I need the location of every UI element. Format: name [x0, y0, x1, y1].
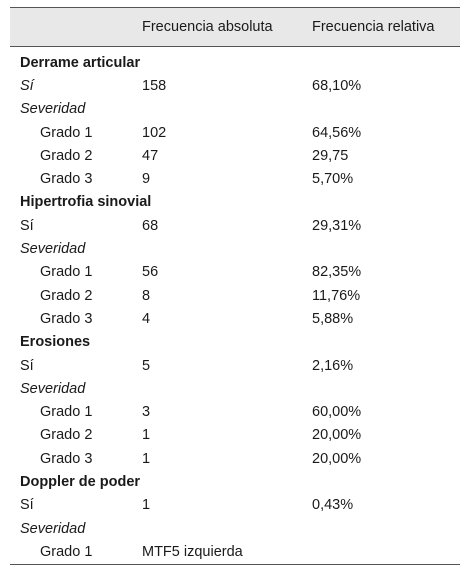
grade-row — [10, 424, 460, 447]
data-table-container — [10, 7, 460, 565]
grade-relative-frequency — [302, 540, 460, 564]
header-relative-frequency: Frecuencia relativa — [302, 8, 460, 47]
severity-blank-rel — [302, 98, 460, 121]
section-title-row — [10, 470, 460, 493]
grade-label: Grado 1 — [40, 264, 93, 281]
grade-absolute-frequency: MTF5 izquierda — [132, 540, 302, 564]
header-absolute-frequency: Frecuencia absoluta — [132, 8, 302, 47]
frequency-table — [10, 7, 460, 565]
yes-relative-frequency: 68,10% — [312, 77, 362, 94]
yes-label: Sí — [20, 357, 34, 374]
severity-blank-abs — [132, 517, 302, 540]
yes-relative-frequency: 29,31% — [312, 217, 362, 234]
grade-row — [10, 400, 460, 423]
section-title: Erosiones — [20, 334, 91, 351]
header-blank-cell — [10, 8, 132, 47]
yes-relative-frequency: 0,43% — [312, 497, 354, 514]
grade-absolute-frequency: 56 — [142, 264, 159, 281]
severity-blank-rel — [302, 377, 460, 400]
severity-blank-abs — [132, 98, 302, 121]
grade-absolute-frequency: 1 — [142, 427, 151, 444]
grade-row — [10, 447, 460, 470]
yes-row — [10, 74, 460, 97]
grade-row — [10, 167, 460, 190]
grade-relative-frequency: 82,35% — [312, 264, 362, 281]
severity-row — [10, 517, 460, 540]
severity-row — [10, 377, 460, 400]
severity-blank-abs — [132, 237, 302, 260]
grade-relative-frequency: 20,00% — [312, 427, 362, 444]
yes-absolute-frequency: 158 — [142, 77, 167, 94]
grade-label: Grado 3 — [40, 310, 93, 327]
yes-absolute-frequency: 1 — [142, 497, 151, 514]
grade-label: Grado 1 — [10, 540, 132, 564]
severity-label: Severidad — [20, 101, 86, 118]
section-title-row — [10, 191, 460, 214]
grade-absolute-frequency: 9 — [142, 171, 151, 188]
severity-blank-rel — [302, 517, 460, 540]
severity-blank-rel — [302, 237, 460, 260]
grade-absolute-frequency: 1 — [142, 450, 151, 467]
yes-absolute-frequency: 5 — [142, 357, 151, 374]
grade-relative-frequency: 29,75 — [312, 147, 349, 164]
grade-row — [10, 121, 460, 144]
yes-label: Sí — [20, 497, 34, 514]
header-row — [10, 8, 460, 47]
grade-row — [10, 144, 460, 167]
severity-label: Severidad — [20, 520, 86, 537]
grade-absolute-frequency: 3 — [142, 404, 151, 421]
grade-label: Grado 3 — [40, 450, 93, 467]
grade-relative-frequency: 64,56% — [312, 124, 362, 141]
grade-absolute-frequency: 4 — [142, 310, 151, 327]
yes-relative-frequency: 2,16% — [312, 357, 354, 374]
grade-row — [10, 307, 460, 330]
grade-relative-frequency: 5,70% — [312, 171, 354, 188]
grade-label: Grado 2 — [40, 287, 93, 304]
severity-blank-abs — [132, 377, 302, 400]
grade-relative-frequency: 20,00% — [312, 450, 362, 467]
table-header — [10, 8, 460, 47]
grade-row — [10, 284, 460, 307]
grade-row — [10, 540, 460, 564]
grade-label: Grado 1 — [40, 124, 93, 141]
yes-row — [10, 354, 460, 377]
severity-row — [10, 237, 460, 260]
section-title: Doppler de poder — [20, 473, 141, 490]
yes-row — [10, 214, 460, 237]
grade-absolute-frequency: 47 — [142, 147, 159, 164]
section-title: Derrame articular — [20, 54, 141, 71]
yes-absolute-frequency: 68 — [142, 217, 159, 234]
section-title-row — [10, 331, 460, 354]
grade-relative-frequency: 60,00% — [312, 404, 362, 421]
yes-label: Sí — [20, 77, 34, 94]
grade-label: Grado 2 — [40, 427, 93, 444]
grade-label: Grado 2 — [40, 147, 93, 164]
table-body — [10, 47, 460, 565]
yes-label: Sí — [20, 217, 34, 234]
grade-relative-frequency: 11,76% — [312, 287, 361, 304]
severity-label: Severidad — [20, 241, 86, 258]
grade-label: Grado 3 — [40, 171, 93, 188]
grade-row — [10, 261, 460, 284]
grade-absolute-frequency: 102 — [142, 124, 167, 141]
severity-label: Severidad — [20, 380, 86, 397]
section-title: Hipertrofia sinovial — [20, 194, 152, 211]
grade-label: Grado 1 — [40, 404, 93, 421]
section-title-row — [10, 47, 460, 75]
yes-row — [10, 494, 460, 517]
grade-absolute-frequency: 8 — [142, 287, 151, 304]
severity-row — [10, 98, 460, 121]
grade-relative-frequency: 5,88% — [312, 310, 354, 327]
